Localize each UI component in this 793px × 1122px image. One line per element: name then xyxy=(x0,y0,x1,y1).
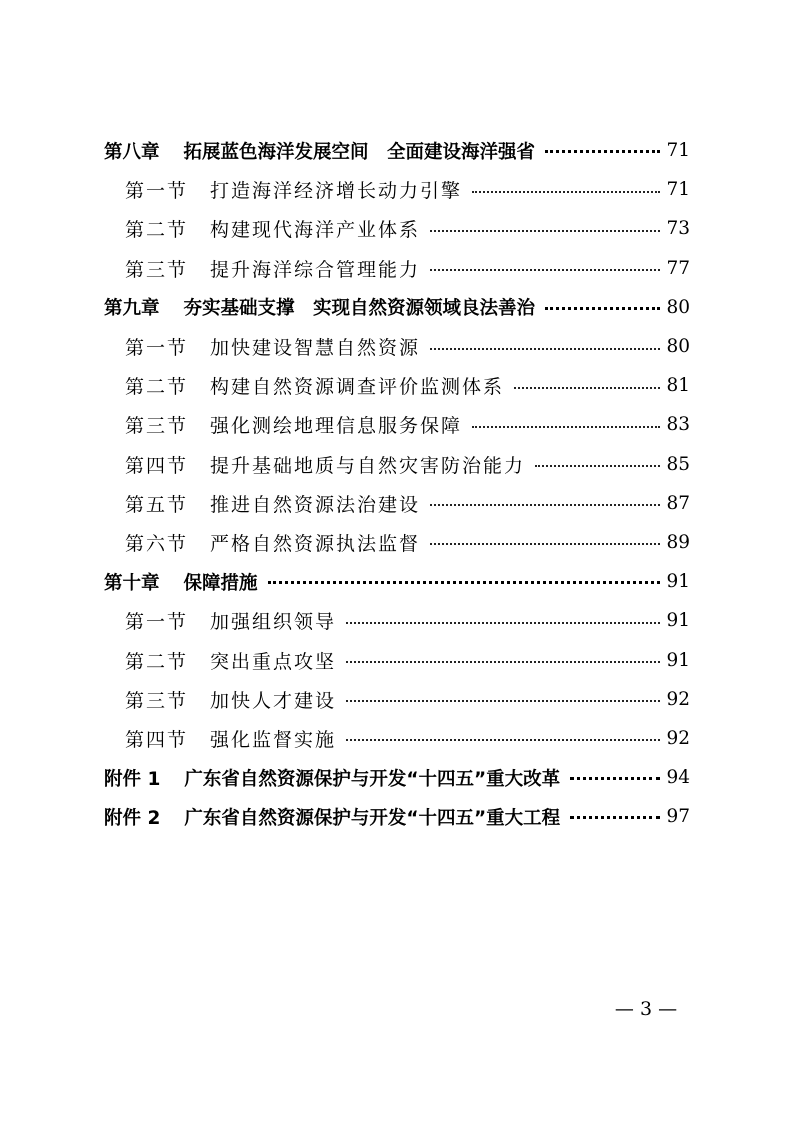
toc-entry-number: 第十章 xyxy=(104,572,160,594)
dot-leader xyxy=(430,543,660,545)
toc-entry-section xyxy=(104,523,690,562)
dot-leader xyxy=(346,622,660,624)
toc-entry-title: 广东省自然资源保护与开发“十四五”重大改革 xyxy=(184,768,561,790)
toc-entry-page: 92 xyxy=(666,727,690,749)
dot-leader xyxy=(346,700,660,702)
dot-leader xyxy=(570,777,660,780)
toc-entry-number: 附件 2 xyxy=(104,807,161,829)
toc-entry-page: 73 xyxy=(666,218,690,240)
toc-entry-section xyxy=(104,209,690,248)
toc-entry-section xyxy=(104,327,690,366)
toc-entry-page: 91 xyxy=(666,649,690,671)
toc-entry-title: 构建现代海洋产业体系 xyxy=(210,219,421,242)
toc-entry-page: 91 xyxy=(666,610,690,632)
toc-entry-section xyxy=(104,249,690,288)
toc-entry-page: 92 xyxy=(666,688,690,710)
toc-entry-section xyxy=(104,484,690,523)
toc-entry-appendix-1 xyxy=(104,758,690,797)
toc-entry-number: 第四节 xyxy=(125,454,189,477)
toc-entry-title: 保障措施 xyxy=(183,572,258,594)
toc-entry-number: 第二节 xyxy=(125,650,189,673)
toc-entry-number: 附件 1 xyxy=(104,768,161,790)
dot-leader xyxy=(430,230,660,232)
toc-entry-title: 提升基础地质与自然灾害防治能力 xyxy=(210,454,526,477)
toc-entry-number: 第一节 xyxy=(125,611,189,634)
dot-leader xyxy=(535,465,660,467)
toc-entry-number: 第三节 xyxy=(125,258,189,281)
toc-entry-number: 第一节 xyxy=(125,180,189,203)
dot-leader xyxy=(430,504,660,506)
toc-entry-section xyxy=(104,366,690,405)
toc-entry-chapter-10 xyxy=(104,562,690,601)
dot-leader xyxy=(545,307,660,310)
toc-entry-section xyxy=(104,445,690,484)
dot-leader xyxy=(472,191,660,193)
toc-entry-title: 加快建设智慧自然资源 xyxy=(210,337,421,360)
toc-entry-number: 第五节 xyxy=(125,493,189,516)
toc-entry-appendix-2 xyxy=(104,797,690,836)
toc-entry-title: 加强组织领导 xyxy=(210,611,337,634)
toc-entry-section xyxy=(104,601,690,640)
dot-leader xyxy=(472,426,660,428)
toc-entry-title: 强化监督实施 xyxy=(210,728,337,751)
toc-entry-page: 97 xyxy=(666,806,690,828)
toc-entry-title: 广东省自然资源保护与开发“十四五”重大工程 xyxy=(184,807,561,829)
page-number: — 3 — xyxy=(614,998,678,1020)
toc-entry-page: 71 xyxy=(666,179,690,201)
toc-entry-section xyxy=(104,405,690,444)
toc-entry-number: 第六节 xyxy=(125,532,189,555)
toc-entry-section xyxy=(104,640,690,679)
toc-entry-number: 第四节 xyxy=(125,728,189,751)
dot-leader xyxy=(430,348,660,350)
dot-leader xyxy=(545,150,660,153)
toc-entry-number: 第一节 xyxy=(125,337,189,360)
toc-entry-title: 严格自然资源执法监督 xyxy=(210,532,421,555)
toc-entry-title: 夯实基础支撑 实现自然资源领域良法善治 xyxy=(183,298,536,320)
toc-entry-chapter-9 xyxy=(104,288,690,327)
toc-entry-page: 81 xyxy=(666,375,690,397)
toc-entry-number: 第三节 xyxy=(125,689,189,712)
toc-entry-chapter-8 xyxy=(104,131,690,170)
toc-entry-section xyxy=(104,719,690,758)
dot-leader xyxy=(268,581,661,584)
toc-entry-page: 71 xyxy=(666,140,690,162)
toc-entry-number: 第八章 xyxy=(104,141,160,163)
toc-entry-number: 第二节 xyxy=(125,376,189,399)
toc-entry-number: 第三节 xyxy=(125,415,189,438)
toc-entry-title: 提升海洋综合管理能力 xyxy=(210,258,421,281)
toc-entry-page: 94 xyxy=(666,767,690,789)
toc-entry-title: 推进自然资源法治建设 xyxy=(210,493,421,516)
dot-leader xyxy=(430,269,660,271)
toc-entry-section xyxy=(104,170,690,209)
toc-entry-number: 第二节 xyxy=(125,219,189,242)
dot-leader xyxy=(346,661,660,663)
toc-entry-title: 加快人才建设 xyxy=(210,689,337,712)
toc-entry-page: 83 xyxy=(666,414,690,436)
toc-entry-page: 87 xyxy=(666,492,690,514)
toc-entry-page: 80 xyxy=(666,296,690,318)
toc-entry-title: 打造海洋经济增长动力引擎 xyxy=(210,180,463,203)
toc-entry-page: 89 xyxy=(666,531,690,553)
toc-entry-page: 91 xyxy=(666,571,690,593)
toc-entry-title: 构建自然资源调查评价监测体系 xyxy=(210,376,505,399)
toc-entry-number: 第九章 xyxy=(104,298,160,320)
dot-leader xyxy=(346,739,660,741)
toc-entry-title: 拓展蓝色海洋发展空间 全面建设海洋强省 xyxy=(183,141,536,163)
toc-entry-title: 强化测绘地理信息服务保障 xyxy=(210,415,463,438)
dot-leader xyxy=(570,816,660,819)
toc-entry-page: 85 xyxy=(666,453,690,475)
table-of-contents xyxy=(104,131,690,836)
toc-entry-page: 77 xyxy=(666,257,690,279)
toc-entry-page: 80 xyxy=(666,336,690,358)
toc-entry-section xyxy=(104,680,690,719)
dot-leader xyxy=(514,387,660,389)
toc-entry-title: 突出重点攻坚 xyxy=(210,650,337,673)
